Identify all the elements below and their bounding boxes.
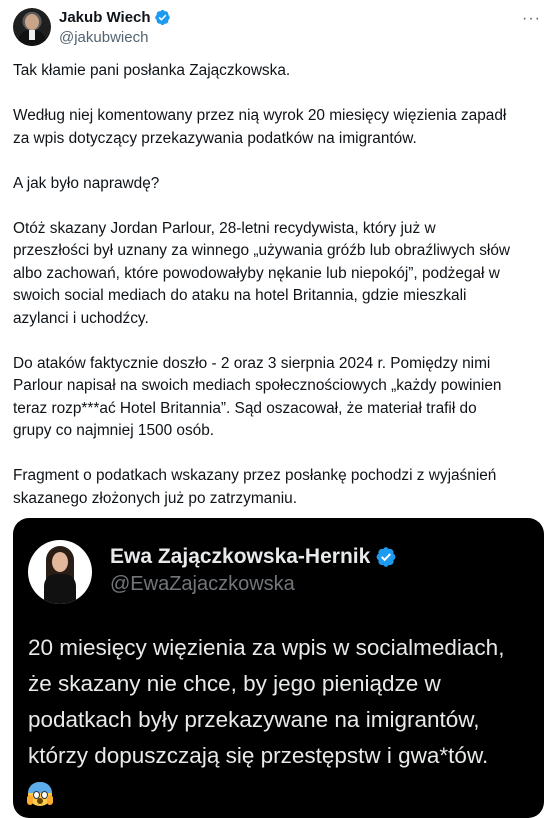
tweet-header: [13, 8, 545, 48]
embedded-author-avatar: [28, 540, 92, 604]
tweet-paragraph: Do ataków faktycznie doszło - 2 oraz 3 sierpnia 2024 r. Pomiędzy nimi Parlour napisał na swoich mediach społecznościowych „każdy powinien teraz rozp***ać Hotel Britannia”. Sąd oszacował, że materiał trafił do grupy co najmniej 1500 osób.: [13, 354, 502, 439]
author-display-name[interactable]: Jakub Wiech: [59, 9, 151, 26]
face-screaming-in-fear-icon: [28, 780, 52, 806]
embedded-tweet-text: 20 miesięcy więzienia za wpis w socialmediach, że skazany nie chce, by jego pieniądze w podatkach były przekazywane na imigrantów, którzy dopuszczają się przestępstw i gwa*tów.: [28, 630, 538, 817]
author-handle[interactable]: @jakubwiech: [59, 29, 149, 46]
tweet-paragraph: A jak było naprawdę?: [13, 174, 160, 192]
tweet-paragraph: Według niej komentowany przez nią wyrok 20 miesięcy więzienia zapadł za wpis dotyczący przekazywania podatków na imigrantów.: [13, 107, 507, 147]
embedded-tweet-image[interactable]: [13, 518, 544, 818]
verified-badge-icon: [375, 546, 397, 568]
tweet-paragraph: Otóż skazany Jordan Parlour, 28-letni recydywista, który już w przeszłości był uznany za winnego „używania gróźb lub obraźliwych słów albo zachowań, które powodowałyby nękanie lub niepokój”, podżegał w swoich social mediach do ataku na hotel Britannia, gdzie mieszkali azylanci i uchodźcy.: [13, 219, 511, 327]
embedded-handle: @EwaZajaczkowska: [110, 573, 295, 595]
embedded-display-name: Ewa Zajączkowska-Hernik: [110, 545, 371, 568]
author-names: [59, 8, 171, 46]
more-horizontal-icon[interactable]: ···: [522, 10, 541, 27]
tweet-text: [13, 60, 545, 510]
embedded-author-names: [110, 545, 397, 596]
author-avatar[interactable]: [13, 8, 51, 46]
verified-badge-icon: [154, 9, 171, 26]
tweet-paragraph: Tak kłamie pani posłanka Zajączkowska.: [13, 62, 291, 79]
tweet-paragraph: Fragment o podatkach wskazany przez posłankę pochodzi z wyjaśnień skazanego złożonych już po zatrzymaniu.: [13, 467, 497, 507]
